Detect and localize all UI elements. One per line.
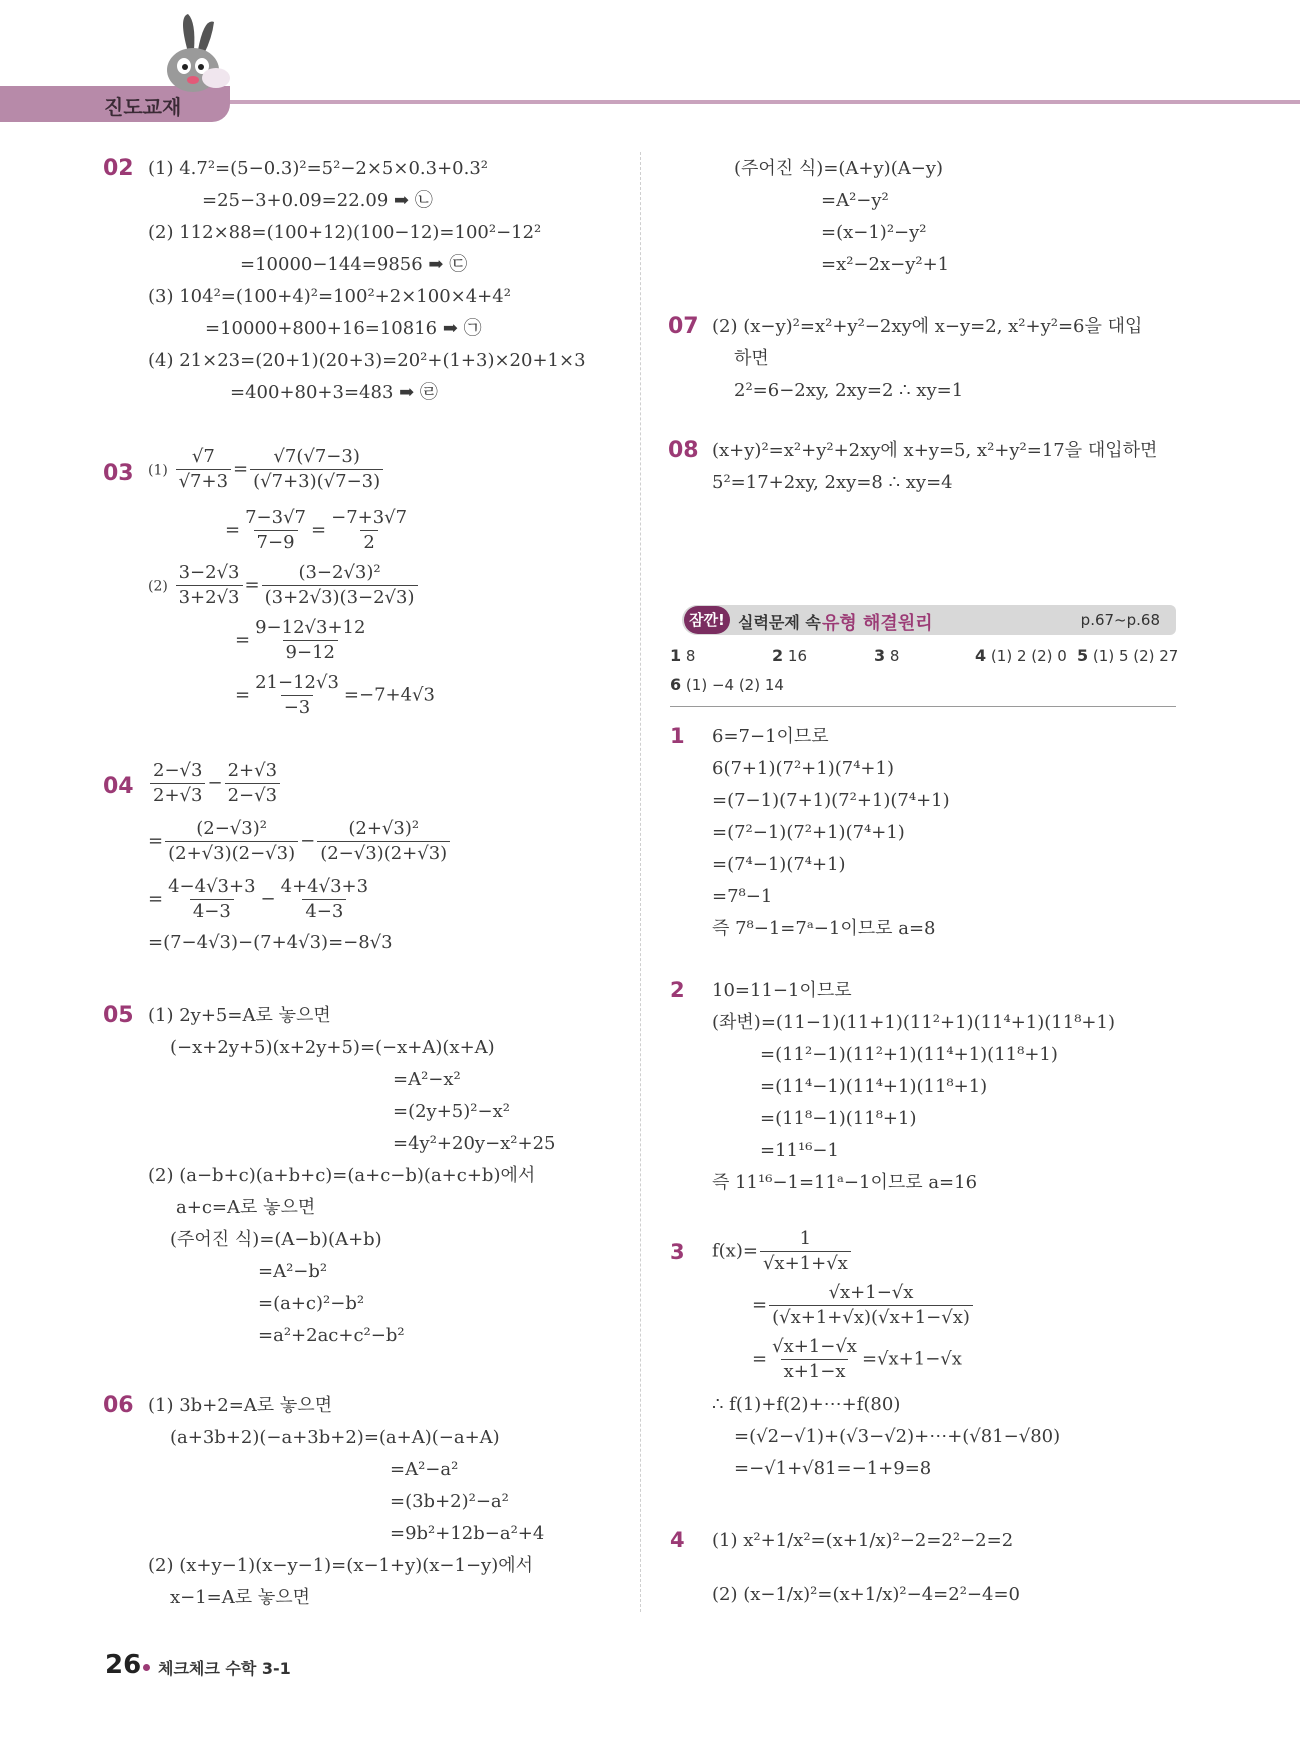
line: =25−3+0.09=22.09 ➡ ㉡ (202, 190, 433, 211)
answer-item: 3 8 (874, 646, 900, 665)
line: =4y²+20y−x²+25 (393, 1133, 556, 1154)
line: (1) 4.7²=(5−0.3)²=5²−2×5×0.3+0.3² (148, 158, 489, 179)
header-title: 진도교재 (104, 95, 182, 119)
line: =a²+2ac+c²−b² (258, 1325, 405, 1346)
math-line: (1) $\frac{√7}{√7+3}$ = $\frac{√7(√7-3)}{(√7+3)(√7-3)}$ (148, 446, 385, 493)
math-line: = $\frac{9-12√3+12}{9-12}$ (235, 617, 370, 664)
line: =(7²−1)(7²+1)(7⁴+1) (712, 822, 905, 843)
line: =10000−144=9856 ➡ ㉢ (240, 254, 468, 275)
line: =(11⁴−1)(11⁴+1)(11⁸+1) (760, 1076, 988, 1097)
header-rule (210, 100, 1300, 104)
fraction: $\frac{√7(√7-3)}{(√7+3)(√7-3)}$ (250, 446, 383, 493)
line: (2) (x−1/x)²=(x+1/x)²−4=2²−4=0 (712, 1584, 1020, 1605)
fraction: $\frac{7-3√7}{7-9}$ (245, 507, 307, 553)
fraction: $\frac{2-√3}{2+√3}$ (150, 760, 205, 807)
line: =7⁸−1 (712, 886, 773, 907)
page-number: 26 (105, 1650, 142, 1680)
line: =11¹⁶−1 (760, 1140, 839, 1161)
tab-pages: p.67~p.68 (1080, 611, 1160, 629)
answer-item: 4 (1) 2 (2) 0 (975, 646, 1067, 665)
line: =−√1+√81=−1+9=8 (734, 1458, 932, 1479)
line: 즉 7⁸−1=7ᵃ−1이므로 a=8 (712, 918, 936, 939)
line: (4) 21×23=(20+1)(20+3)=20²+(1+3)×20+1×3 (148, 350, 586, 371)
fraction: $\frac{√x+1-√x}{x+1-x}$ (772, 1336, 857, 1382)
line: x−1=A로 놓으면 (170, 1587, 311, 1608)
line: =(√2−√1)+(√3−√2)+⋯+(√81−√80) (734, 1426, 1061, 1447)
line: 10=11−1이므로 (712, 980, 852, 1001)
fraction: $\frac{2+√3}{2-√3}$ (225, 760, 280, 807)
fraction: $\frac{√7}{√7+3}$ (176, 446, 231, 493)
line: =A²−x² (393, 1069, 461, 1090)
fraction: $\frac{21-12√3}{-3}$ (255, 672, 339, 718)
line: (주어진 식)=(A+y)(A−y) (734, 158, 943, 179)
line: (1) 2y+5=A로 놓으면 (148, 1005, 331, 1026)
fraction: $\frac{9-12√3+12}{9-12}$ (255, 617, 366, 663)
line: =(2y+5)²−x² (393, 1101, 510, 1122)
tab-badge: 잠깐! (684, 606, 730, 634)
line: (1) x²+1/x²=(x+1/x)²−2=2²−2=2 (712, 1530, 1014, 1551)
problem-number-06: 06 (103, 1393, 134, 1418)
answer-item: 6 (1) −4 (2) 14 (670, 675, 784, 694)
math-line: (2) $\frac{3-2√3}{3+2√3}$ = $\frac{\text{(3−2√3)²}}{(3+2√3)(3-2√3)}$ (148, 562, 420, 609)
answer-divider (670, 706, 1176, 707)
math-line: = $\frac{21-12√3}{-3}$ =−7+4√3 (235, 672, 435, 718)
line: (x+y)²=x²+y²+2xy에 x+y=5, x²+y²=17을 대입하면 (712, 440, 1158, 461)
line: (2) 112×88=(100+12)(100−12)=100²−12² (148, 222, 542, 243)
line: =A²−y² (821, 190, 889, 211)
fraction: $\frac{\text{(2+√3)²}}{(2-√3)(2+√3)}$ (317, 818, 450, 865)
line: =(x−1)²−y² (821, 222, 927, 243)
line: =400+80+3=483 ➡ ㉣ (230, 382, 438, 403)
fraction: $\frac{4-4√3+3}{4-3}$ (168, 876, 256, 922)
math-line: = $\frac{\text{(2−√3)²}}{(2+√3)(2-√3)}$ − $\frac{\text{(2+√3)²}}{(2-√3)(2+√3)}$ (148, 818, 452, 865)
answer-item: 2 16 (772, 646, 808, 665)
answer-item: 1 8 (670, 646, 696, 665)
line: 6(7+1)(7²+1)(7⁴+1) (712, 758, 894, 779)
math-line: = $\frac{√x+1-√x}{(√x+1+√x)(√x+1-√x)}$ (752, 1282, 975, 1329)
tab-title: 실력문제 속 (738, 613, 821, 632)
math-line: f(x)= $\frac{1}{√x+1+√x}$ (712, 1228, 853, 1275)
problem-number-02: 02 (103, 156, 134, 181)
fraction: $\frac{-7+3√7}{2}$ (331, 507, 408, 553)
line: =(7−1)(7+1)(7²+1)(7⁴+1) (712, 790, 950, 811)
line: a+c=A로 놓으면 (176, 1197, 316, 1218)
line: (1) 3b+2=A로 놓으면 (148, 1395, 333, 1416)
problem-number-03: 03 (103, 461, 134, 486)
math-line: = $\frac{4-4√3+3}{4-3}$ − $\frac{4+4√3+3}{4-3}$ (148, 876, 373, 923)
line: (2) (x+y−1)(x−y−1)=(x−1+y)(x−1−y)에서 (148, 1555, 534, 1576)
line: =A²−a² (390, 1459, 459, 1480)
line: 2²=6−2xy, 2xy=2 ∴ xy=1 (734, 380, 964, 401)
line: ∴ f(1)+f(2)+⋯+f(80) (712, 1394, 901, 1415)
tab-subtitle: 유형 해결원리 (822, 613, 933, 634)
line: 하면 (734, 348, 769, 369)
section-tab (682, 605, 1176, 635)
fraction: $\frac{\text{(2−√3)²}}{(2+√3)(2-√3)}$ (165, 818, 298, 865)
column-divider (640, 152, 641, 1612)
problem-number-4: 4 (670, 1528, 685, 1552)
footer-bullet (143, 1664, 150, 1671)
book-title: 체크체크 수학 3-1 (158, 1659, 291, 1678)
math-line: = $\frac{7-3√7}{7-9}$ = $\frac{-7+3√7}{2}$ (225, 507, 412, 554)
line: =(7−4√3)−(7+4√3)=−8√3 (148, 932, 393, 953)
fraction: $\frac{1}{√x+1+√x}$ (760, 1228, 851, 1275)
problem-number-3: 3 (670, 1240, 685, 1264)
problem-number-1: 1 (670, 724, 685, 748)
fraction: $\frac{3-2√3}{3+2√3}$ (176, 562, 243, 609)
line: =(11⁸−1)(11⁸+1) (760, 1108, 917, 1129)
math-line: = $\frac{√x+1-√x}{x+1-x}$ =√x+1−√x (752, 1336, 962, 1382)
line: 6=7−1이므로 (712, 726, 829, 747)
line: =9b²+12b−a²+4 (390, 1523, 545, 1544)
fraction: $\frac{4+4√3+3}{4-3}$ (280, 876, 369, 922)
fraction: $\frac{√x+1-√x}{(√x+1+√x)(√x+1-√x)}$ (769, 1282, 973, 1329)
fraction: $\frac{\text{(3−2√3)²}}{(3+2√3)(3-2√3)}$ (262, 562, 418, 609)
line: (3) 104²=(100+4)²=100²+2×100×4+4² (148, 286, 511, 307)
line: =A²−b² (258, 1261, 328, 1282)
problem-number-04: 04 (103, 774, 134, 799)
line: 즉 11¹⁶−1=11ᵃ−1이므로 a=16 (712, 1172, 978, 1193)
problem-number-07: 07 (668, 314, 699, 339)
line: (2) (a−b+c)(a+b+c)=(a+c−b)(a+c+b)에서 (148, 1165, 536, 1186)
line: (주어진 식)=(A−b)(A+b) (170, 1229, 382, 1250)
line: (2) (x−y)²=x²+y²−2xy에 x−y=2, x²+y²=6을 대입 (712, 316, 1143, 337)
line: =(11²−1)(11²+1)(11⁴+1)(11⁸+1) (760, 1044, 1058, 1065)
line: =10000+800+16=10816 ➡ ㉠ (205, 318, 482, 339)
answer-item: 5 (1) 5 (2) 27 (1077, 646, 1179, 665)
line: 5²=17+2xy, 2xy=8 ∴ xy=4 (712, 472, 953, 493)
line: =x²−2x−y²+1 (821, 254, 950, 275)
line: =(7⁴−1)(7⁴+1) (712, 854, 846, 875)
line: (좌변)=(11−1)(11+1)(11²+1)(11⁴+1)(11⁸+1) (712, 1012, 1115, 1033)
line: =(a+c)²−b² (258, 1293, 365, 1314)
line: (a+3b+2)(−a+3b+2)=(a+A)(−a+A) (170, 1427, 500, 1448)
line: =(3b+2)²−a² (390, 1491, 509, 1512)
rabbit-mascot-icon (148, 12, 238, 108)
math-line: $\frac{2-√3}{2+√3}$ − $\frac{2+√3}{2-√3}$ (148, 760, 282, 807)
line: (−x+2y+5)(x+2y+5)=(−x+A)(x+A) (170, 1037, 495, 1058)
problem-number-2: 2 (670, 978, 685, 1002)
problem-number-08: 08 (668, 438, 699, 463)
problem-number-05: 05 (103, 1003, 134, 1028)
